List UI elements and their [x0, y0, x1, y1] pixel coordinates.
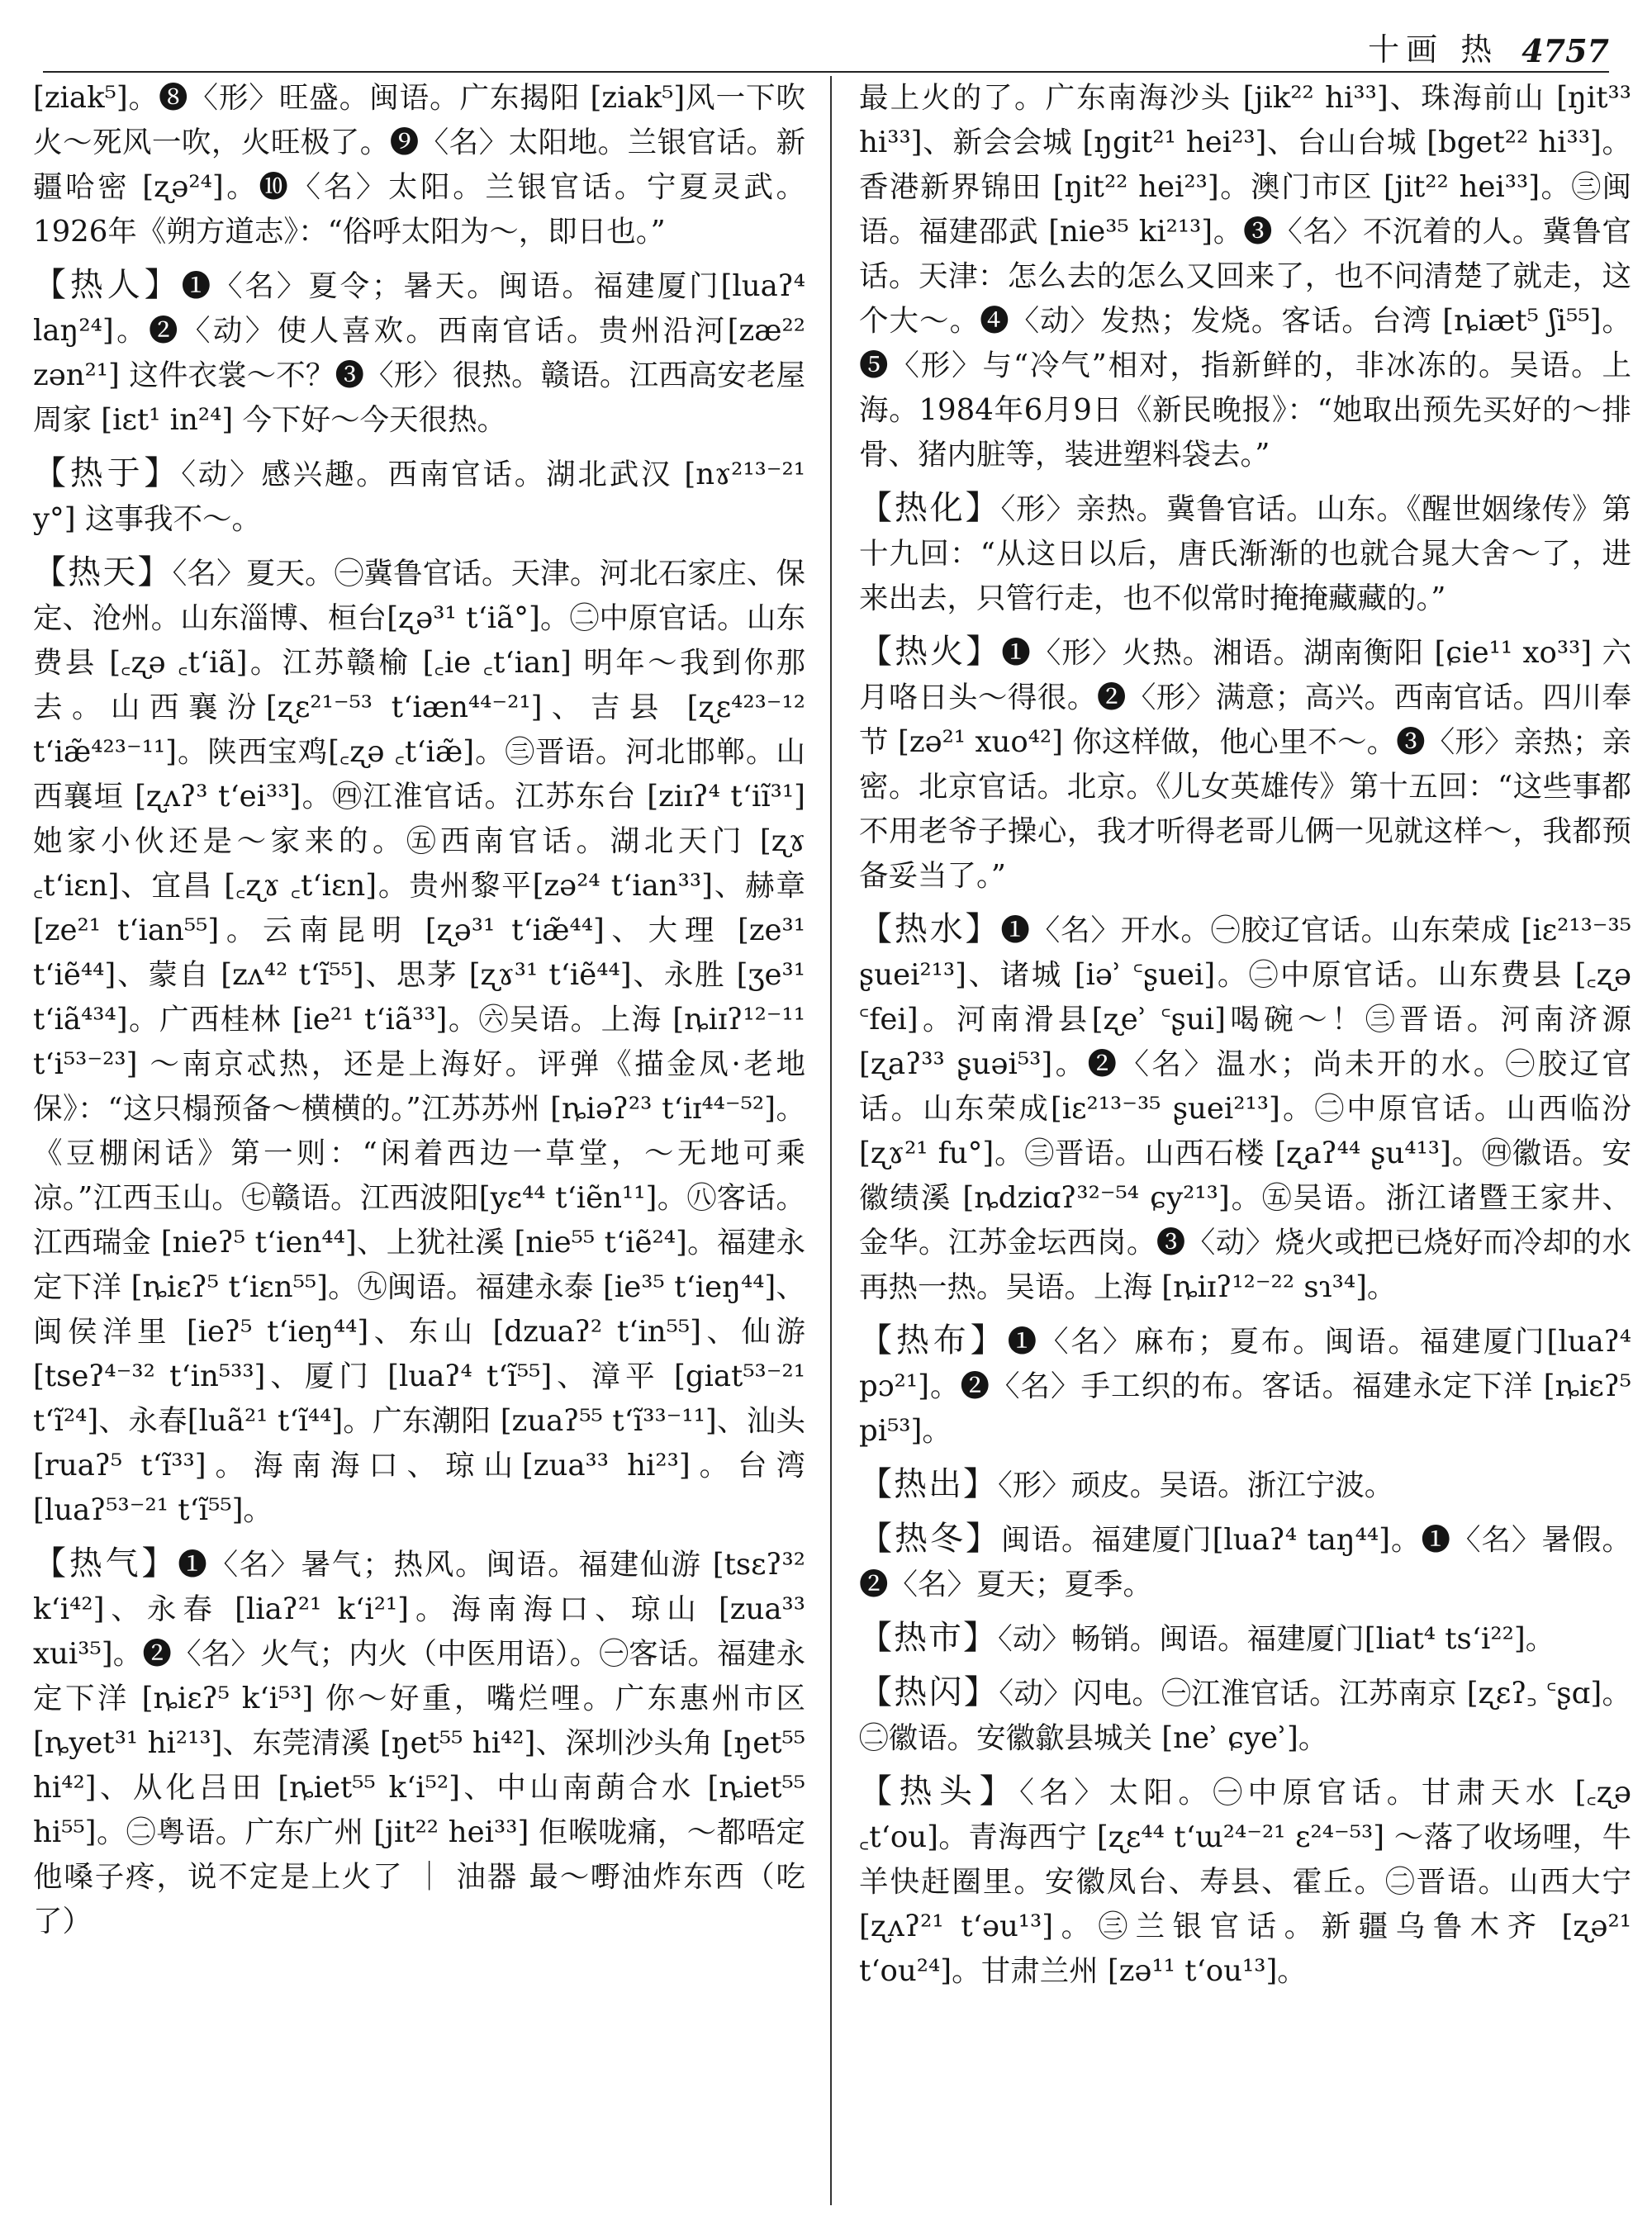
entry-headword: 【热出】 — [859, 1465, 998, 1503]
dictionary-entry — [859, 1670, 1631, 1761]
right-column — [859, 76, 1631, 2222]
continuation-text — [859, 76, 1631, 477]
dictionary-entry — [859, 486, 1631, 621]
entry-body: 〈形〉亲热。冀鲁官话。山东。《醒世姻缘传》第十九回：“从这日以后，唐氏渐渐的也就合晁大舍～了，进来出去，只管行走，也不似常时掩掩藏藏的。” — [859, 492, 1631, 615]
entry-body: 〈名〉太阳。㊀中原官话。甘肃天水 [꜀ʐə ꜀tʻou]。青海西宁 [ʐɛ⁴⁴ tʻɯ²⁴⁻²¹ ɛ²⁴⁻⁵³] ～落了收场哩，牛羊快赶圈里。安徽凤台、寿县、霍丘。㊁晋语。山西大宁 [ʐʌʔ²¹ tʻəu¹³]。㊂兰银官话。新疆乌鲁木齐 [ʐə²¹ tʻou²⁴]。甘肃兰州 [zə¹¹ tʻou¹³]。 — [859, 1776, 1631, 1988]
entry-headword: 【热人】 — [33, 266, 182, 304]
dictionary-entry — [859, 907, 1631, 1310]
page-number: 4757 — [1521, 32, 1609, 69]
entry-body: ❶〈名〉麻布；夏布。闽语。福建厦门[luaʔ⁴ pɔ²¹]。❷〈名〉手工织的布。客话。福建永定下洋 [ȵiɛʔ⁵ pi⁵³]。 — [859, 1325, 1631, 1448]
dictionary-entry — [33, 263, 805, 443]
entry-headword: 【热水】 — [859, 910, 1001, 948]
entry-headword: 【热天】 — [33, 553, 173, 591]
entry-headword: 【热火】 — [859, 633, 1002, 671]
entry-body: 〈动〉感兴趣。西南官话。湖北武汉 [nɤ²¹³⁻²¹ y°] 这事我不～。 — [33, 458, 805, 536]
entry-body: ❶〈名〉暑气；热风。闽语。福建仙游 [tsɛʔ³² kʻi⁴²]、永春 [liaʔ²¹ kʻi²¹]。海南海口、琼山 [zua³³ xui³⁵]。❷〈名〉火气；内火（中医用语）。㊀客话。福建永定下洋 [ȵiɛʔ⁵ kʻi⁵³] 你～好重，嘴烂哩。广东惠州市区 [ȵyet³¹ hi²¹³]、东莞清溪 [ŋet⁵⁵ hi⁴²]、深圳沙头角 [ŋet⁵⁵ hi⁴²]、从化吕田 [ȵiet⁵⁵ kʻi⁵²]、中山南蓢合水 [ȵiet⁵⁵ hi⁵⁵]。㊁粤语。广东广州 [jit²² hei³³] 佢喉咙痛，～都唔定他嗓子疼，说不定是上火了 ｜ 油器 最～嘢油炸东西（吃了） — [33, 1548, 805, 1938]
entry-body: 闽语。福建厦门[luaʔ⁴ taŋ⁴⁴]。❶〈名〉暑假。❷〈名〉夏天；夏季。 — [859, 1523, 1631, 1601]
entry-body: ❶〈形〉火热。湘语。湖南衡阳 [ɕie¹¹ xo³³] 六月咯日头～得很。❷〈形〉满意；高兴。西南官话。四川奉节 [zə²¹ xuo⁴²] 你这样做，他心里不～。❸〈形〉亲热；亲密。北京官话。北京。《儿女英雄传》第十五回：“这些事都不用老爷子操心，我才听得老哥儿俩一见就这样～，我都预备妥当了。” — [859, 636, 1631, 893]
dictionary-entry — [33, 451, 805, 542]
dictionary-entry — [859, 1516, 1631, 1607]
dictionary-entry — [33, 550, 805, 1533]
running-header — [43, 21, 1609, 69]
entry-body: ❶〈名〉开水。㊀胶辽官话。山东荣成 [iɛ²¹³⁻³⁵ ʂuei²¹³]、诸城 [iəʾ ꜂ʂuei]。㊁中原官话。山东费县 [꜀ʐə ꜂fei]。河南滑县[ʐeʾ ꜂ʂui]喝碗～！㊂晋语。河南济源 [ʐaʔ³³ ʂuəi⁵³]。❷〈名〉温水；尚未开的水。㊀胶辽官话。山东荣成[iɛ²¹³⁻³⁵ ʂuei²¹³]。㊁中原官话。山西临汾 [ʐɤ²¹ fu°]。㊂晋语。山西石楼 [ʐaʔ⁴⁴ ʂu⁴¹³]。㊃徽语。安徽绩溪 [ȵdziɑʔ³²⁻⁵⁴ ɕy²¹³]。㊄吴语。浙江诸暨王家井、金华。江苏金坛西岗。❸〈动〉烧火或把已烧好而冷却的水再热一热。吴语。上海 [ȵiɪʔ¹²⁻²² sɿ³⁴]。 — [859, 913, 1631, 1304]
dictionary-entry — [33, 1541, 805, 1944]
dictionary-entry — [859, 1462, 1631, 1508]
header-rule — [43, 71, 1609, 73]
left-column — [33, 76, 805, 2222]
entry-body: 〈形〉顽皮。吴语。浙江宁波。 — [998, 1468, 1394, 1502]
entry-headword: 【热市】 — [859, 1619, 998, 1657]
entry-headword: 【热布】 — [859, 1321, 1008, 1359]
dictionary-entry — [859, 1318, 1631, 1454]
entry-headword: 【热气】 — [33, 1544, 178, 1582]
entry-headword: 【热冬】 — [859, 1520, 1002, 1558]
dictionary-entry — [859, 629, 1631, 899]
entry-headword: 【热头】 — [859, 1772, 1020, 1810]
entry-headword: 【热于】 — [33, 454, 182, 492]
entry-headword: 【热化】 — [859, 489, 1001, 527]
column-divider — [830, 76, 832, 2205]
entry-body: ❶〈名〉夏令；暑天。闽语。福建厦门[luaʔ⁴ laŋ²⁴]。❷〈动〉使人喜欢。西南官话。贵州沿河[zæ²² zən²¹] 这件衣裳～不？❸〈形〉很热。赣语。江西高安老屋周家 [iɛt¹ in²⁴] 今下好～今天很热。 — [33, 269, 805, 437]
entry-body: 〈名〉夏天。㊀冀鲁官话。天津。河北石家庄、保定、沧州。山东淄博、桓台[ʐə³¹ tʻiã°]。㊁中原官话。山东费县 [꜀ʐə ꜀tʻiã]。江苏赣榆 [꜀ie ꜀tʻian] 明年～我到你那去。山西襄汾[ʐɛ²¹⁻⁵³ tʻiæn⁴⁴⁻²¹]、吉县 [ʐɛ⁴²³⁻¹² tʻiæ̃⁴²³⁻¹¹]。陕西宝鸡[꜀ʐə ꜀tʻiæ̃]。㊂晋语。河北邯郸。山西襄垣 [ʐʌʔ³ tʻei³³]。㊃江淮官话。江苏东台 [ziɪʔ⁴ tʻiĩ³¹] 她家小伙还是～家来的。㊄西南官话。湖北天门 [ʐɤ ꜀tʻiɛn]、宜昌 [꜀ʐɤ ꜀tʻiɛn]。贵州黎平[zə²⁴ tʻian³³]、赫章[ze²¹ tʻian⁵⁵]。云南昆明 [ʐə³¹ tʻiæ̃⁴⁴]、大理 [ze³¹ tʻiẽ⁴⁴]、蒙自 [zʌ⁴² tʻĩ⁵⁵]、思茅 [ʐɤ³¹ tʻiẽ⁴⁴]、永胜 [ʒe³¹ tʻiã⁴³⁴]。广西桂林 [ie²¹ tʻiã³³]。㊅吴语。上海 [ȵiɪʔ¹²⁻¹¹ tʻi⁵³⁻²³] ～南京忒热，还是上海好。评弹《描金凤·老地保》：“这只榻预备～横横的。”江苏苏州 [ȵiəʔ²³ tʻiɪ⁴⁴⁻⁵²]。《豆棚闲话》第一则：“闲着西边一草堂，～无地可乘凉。”江西玉山。㊆赣语。江西波阳[yɛ⁴⁴ tʻiẽn¹¹]。㊇客话。江西瑞金 [nieʔ⁵ tʻien⁴⁴]、上犹社溪 [nie⁵⁵ tʻiẽ²⁴]。福建永定下洋 [ȵiɛʔ⁵ tʻiɛn⁵⁵]。㊈闽语。福建永泰 [ie³⁵ tʻieŋ⁴⁴]、闽侯洋里 [ieʔ⁵ tʻieŋ⁴⁴]、东山 [dzuaʔ² tʻin⁵⁵]、仙游 [tseʔ⁴⁻³² tʻin⁵³³]、厦门 [luaʔ⁴ tʻĩ⁵⁵]、漳平 [giat⁵³⁻²¹ tʻĩ²⁴]、永春[luã²¹ tʻĩ⁴⁴]。广东潮阳 [zuaʔ⁵⁵ tʻĩ³³⁻¹¹]、汕头 [ruaʔ⁵ tʻĩ³³]。海南海口、琼山[zua³³ hi²³]。台湾[luaʔ⁵³⁻²¹ tʻĩ⁵⁵]。 — [33, 557, 805, 1527]
continuation-text — [33, 76, 805, 254]
dictionary-entry — [859, 1769, 1631, 1994]
entry-body: [ziak⁵]。❽〈形〉旺盛。闽语。广东揭阳 [ziak⁵]风一下吹火～死风一吹，火旺极了。❾〈名〉太阳地。兰银官话。新疆哈密 [ʐə²⁴]。❿〈名〉太阳。兰银官话。宁夏灵武。1926年《朔方道志》：“俗呼太阳为～，即日也。” — [33, 81, 805, 249]
entry-body: 〈动〉闪电。㊀江淮官话。江苏南京 [ʐɛʔ꜆ ꜂ʂɑ]。㊁徽语。安徽歙县城关 [neʾ ɕyeʾ]。 — [859, 1677, 1631, 1755]
entry-body: 最上火的了。广东南海沙头 [jik²² hi³³]、珠海前山 [ŋit³³ hi³³]、新会会城 [ŋgit²¹ hei²³]、台山台城 [bget²² hi³³]。香港新界锦田 [ŋit²² hei²³]。澳门市区 [jit²² hei³³]。㊂闽语。福建邵武 [nie³⁵ ki²¹³]。❸〈名〉不沉着的人。冀鲁官话。天津：怎么去的怎么又回来了，也不问清楚了就走，这个大～。❹〈动〉发热；发烧。客话。台湾 [ȵiæt⁵ ʃi⁵⁵]。❺〈形〉与“冷气”相对，指新鲜的，非冰冻的。吴语。上海。1984年6月9日《新民晚报》：“她取出预先买好的～排骨、猪内脏等，装进塑料袋去。” — [859, 81, 1631, 472]
dictionary-entry — [859, 1616, 1631, 1662]
section-title: 十画 热 — [1368, 31, 1499, 68]
entry-headword: 【热闪】 — [859, 1673, 999, 1711]
entry-body: 〈动〉畅销。闽语。福建厦门[liat⁴ tsʻi²²]。 — [998, 1622, 1555, 1656]
